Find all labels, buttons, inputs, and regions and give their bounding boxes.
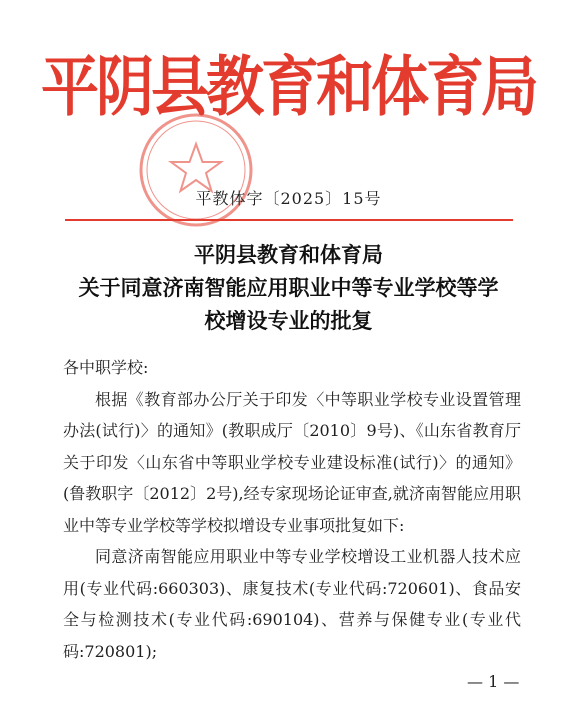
subject-line: 平阴县教育和体育局 xyxy=(194,242,383,267)
page-number: — 1 — xyxy=(467,672,520,691)
body-paragraph: 同意济南智能应用职业中等专业学校增设工业机器人技术应用(专业代码:660303)、康复技术(专业代码:720601)、食品安全与检测技术(专业代码:690104)、营养与保健专业(专业代码:720801); xyxy=(63,547,521,661)
subject-line: 关于同意济南智能应用职业中等专业学校等学 xyxy=(78,275,499,300)
issuer-header: 平阴县教育和体育局 xyxy=(40,48,536,125)
document-subject xyxy=(40,238,537,337)
document-number: 平教体字〔2025〕15号 xyxy=(195,189,382,208)
salutation: 各中职学校: xyxy=(63,358,149,377)
subject-line: 校增设专业的批复 xyxy=(204,308,373,333)
document-body xyxy=(63,352,521,667)
official-seal xyxy=(136,110,256,230)
red-divider-line xyxy=(65,219,513,221)
body-paragraph: 根据《教育部办公厅关于印发〈中等职业学校专业设置管理办法(试行)〉的通知》(教职成厅〔2010〕9号)、《山东省教育厅关于印发〈山东省中等职业学校专业建设标准(试行)〉的通知》(鲁教职字〔2012〕2号),经专家现场论证审查,就济南智能应用职业中等专业学校等学校拟增设专业事项批复如下: xyxy=(63,389,521,535)
